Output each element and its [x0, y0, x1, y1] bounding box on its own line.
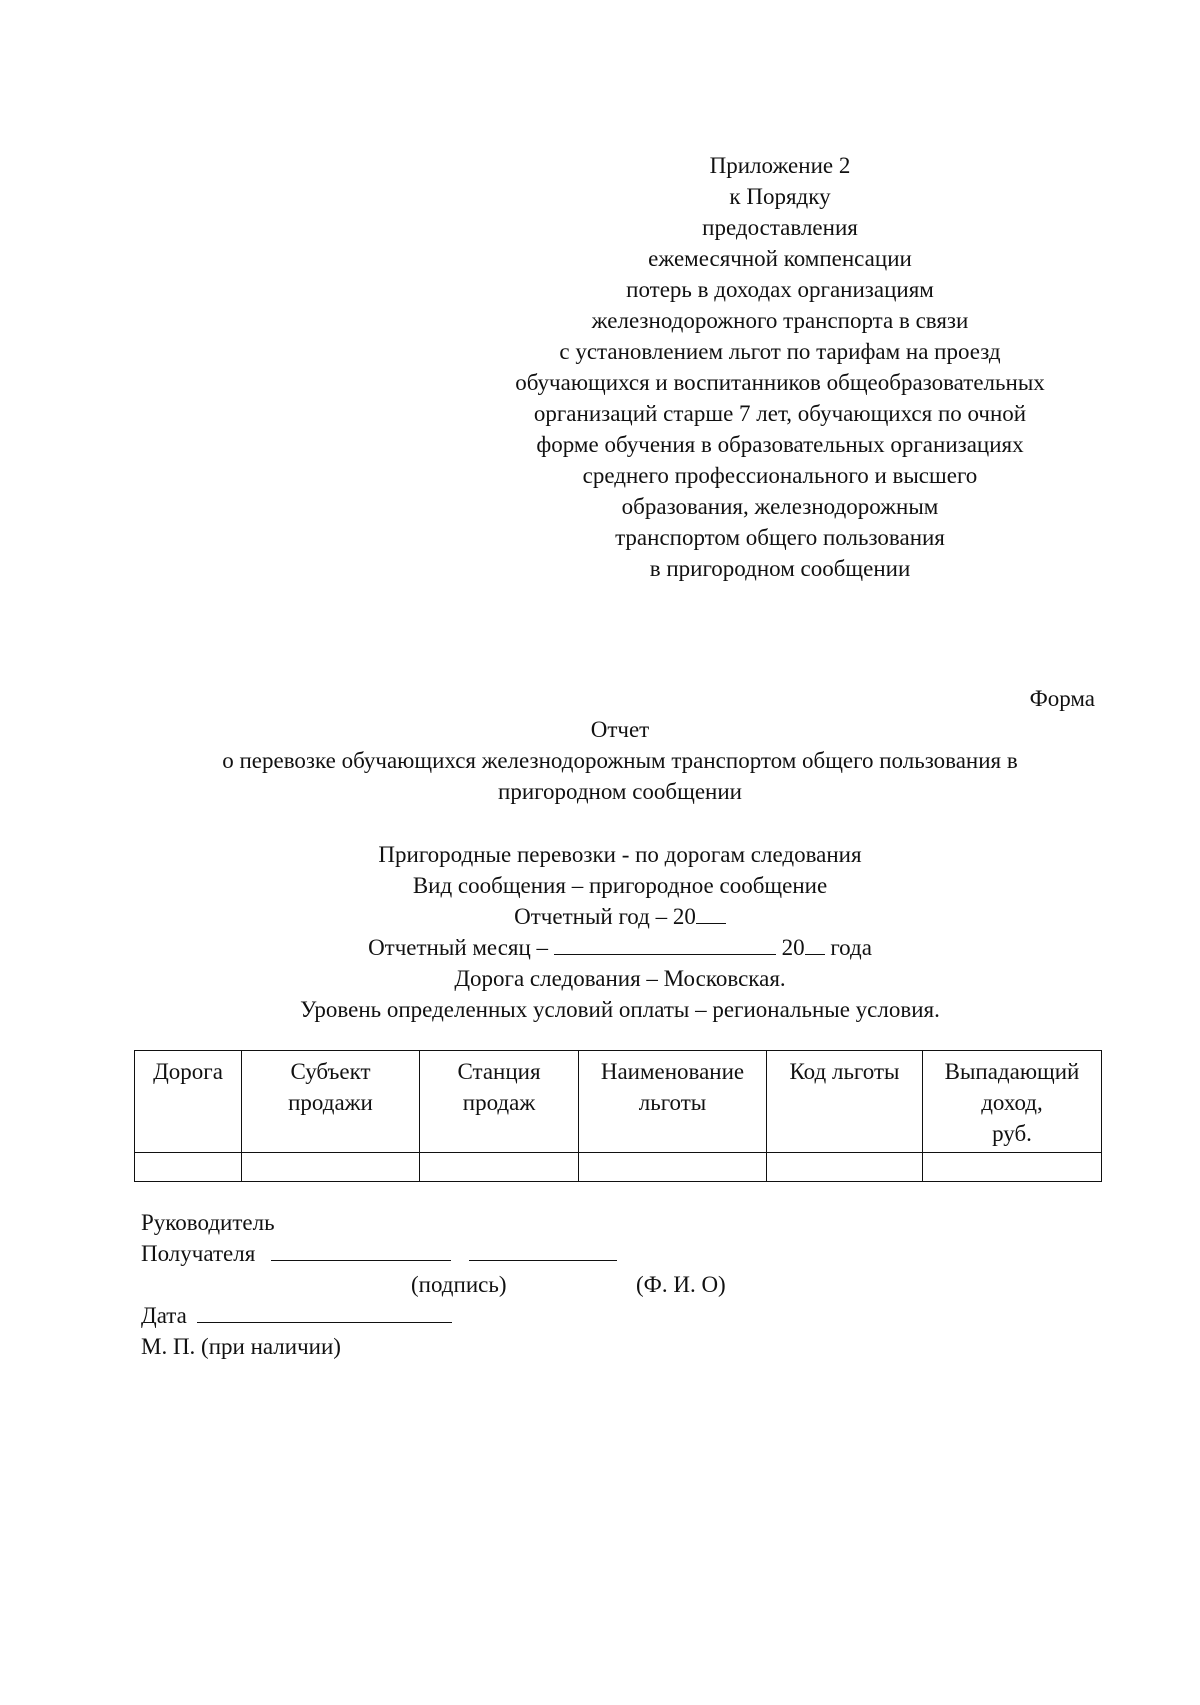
date-row — [141, 1300, 841, 1331]
payment-level: Уровень определенных условий оплаты – региональные условия. — [300, 997, 940, 1022]
appendix-line: Приложение 2 — [709, 153, 851, 178]
stamp-row — [141, 1331, 841, 1362]
column-header-line: продаж — [462, 1090, 536, 1115]
appendix-header — [430, 150, 1130, 584]
reporting-month-label: Отчетный месяц – — [368, 935, 549, 960]
appendix-line: форме обучения в образовательных организациях — [536, 432, 1024, 457]
table-cell[interactable] — [923, 1153, 1102, 1182]
reporting-year — [100, 901, 1140, 932]
message-type: Вид сообщения – пригородное сообщение — [412, 873, 828, 898]
head-label-row — [141, 1207, 841, 1238]
report-parameters — [100, 839, 1140, 1025]
column-header-benefit-name — [579, 1051, 767, 1153]
report-subtitle-line2: пригородном сообщении — [498, 779, 742, 804]
head-label: Руководитель — [141, 1210, 275, 1235]
column-header-line: продажи — [288, 1090, 373, 1115]
month-year-blank — [805, 932, 825, 955]
column-header-lost-income — [923, 1051, 1102, 1153]
column-header-line: Код льготы — [789, 1059, 900, 1084]
appendix-line: обучающихся и воспитанников общеобразовательных — [515, 370, 1045, 395]
appendix-line: железнодорожного транспорта в связи — [591, 308, 969, 333]
date-line[interactable] — [197, 1300, 452, 1323]
appendix-line: с установлением льгот по тарифам на проезд — [559, 339, 1001, 364]
form-label: Форма — [1029, 686, 1095, 711]
appendix-line: организаций старше 7 лет, обучающихся по очной — [533, 401, 1027, 426]
date-label: Дата — [141, 1303, 187, 1328]
captions-row — [141, 1269, 841, 1300]
appendix-line: транспортом общего пользования — [615, 525, 945, 550]
appendix-line: в пригородном сообщении — [649, 556, 911, 581]
report-title-block — [100, 714, 1140, 807]
column-header-line: Выпадающий — [944, 1059, 1080, 1084]
road-line: Дорога следования – Московская. — [454, 966, 786, 991]
column-header-line: руб. — [992, 1121, 1032, 1146]
report-title: Отчет — [590, 717, 650, 742]
column-header-line: доход, — [981, 1090, 1043, 1115]
table-cell[interactable] — [420, 1153, 579, 1182]
transport-type: Пригородные перевозки - по дорогам следования — [378, 842, 862, 867]
appendix-line: потерь в доходах организациям — [626, 277, 934, 302]
appendix-line: предоставления — [702, 215, 858, 240]
appendix-line: образования, железнодорожным — [621, 494, 939, 519]
column-header-sale-subject — [242, 1051, 420, 1153]
month-year-prefix: 20 — [781, 935, 805, 960]
column-header-benefit-code — [767, 1051, 923, 1153]
report-subtitle-line1: о перевозке обучающихся железнодорожным транспортом общего пользования в — [222, 748, 1018, 773]
table-header-row — [135, 1051, 1102, 1153]
signature-line[interactable] — [271, 1238, 451, 1261]
table-cell[interactable] — [579, 1153, 767, 1182]
reporting-year-label: Отчетный год – 20 — [514, 904, 696, 929]
table-row — [135, 1153, 1102, 1182]
column-header-sale-station — [420, 1051, 579, 1153]
column-header-line: Дорога — [153, 1059, 223, 1084]
signature-caption: (подпись) — [411, 1272, 507, 1297]
stamp-label: М. П. (при наличии) — [141, 1334, 341, 1359]
name-line[interactable] — [469, 1238, 617, 1261]
signature-block — [141, 1207, 841, 1362]
column-header-line: Наименование — [600, 1059, 745, 1084]
table-cell[interactable] — [242, 1153, 420, 1182]
column-header-line: льготы — [638, 1090, 707, 1115]
table-cell[interactable] — [767, 1153, 923, 1182]
table-cell[interactable] — [135, 1153, 242, 1182]
report-table — [134, 1050, 1102, 1182]
recipient-label: Получателя — [141, 1241, 256, 1266]
month-blank — [554, 932, 776, 955]
reporting-month — [100, 932, 1140, 963]
year-blank — [696, 901, 726, 924]
appendix-line: к Порядку — [729, 184, 831, 209]
name-caption: (Ф. И. О) — [636, 1272, 726, 1297]
column-header-line: Станция — [457, 1059, 541, 1084]
column-header-line: Субъект — [290, 1059, 371, 1084]
recipient-row — [141, 1238, 841, 1269]
appendix-line: ежемесячной компенсации — [648, 246, 912, 271]
appendix-line: среднего профессионального и высшего — [582, 463, 978, 488]
month-year-suffix: года — [830, 935, 872, 960]
column-header-road — [135, 1051, 242, 1153]
